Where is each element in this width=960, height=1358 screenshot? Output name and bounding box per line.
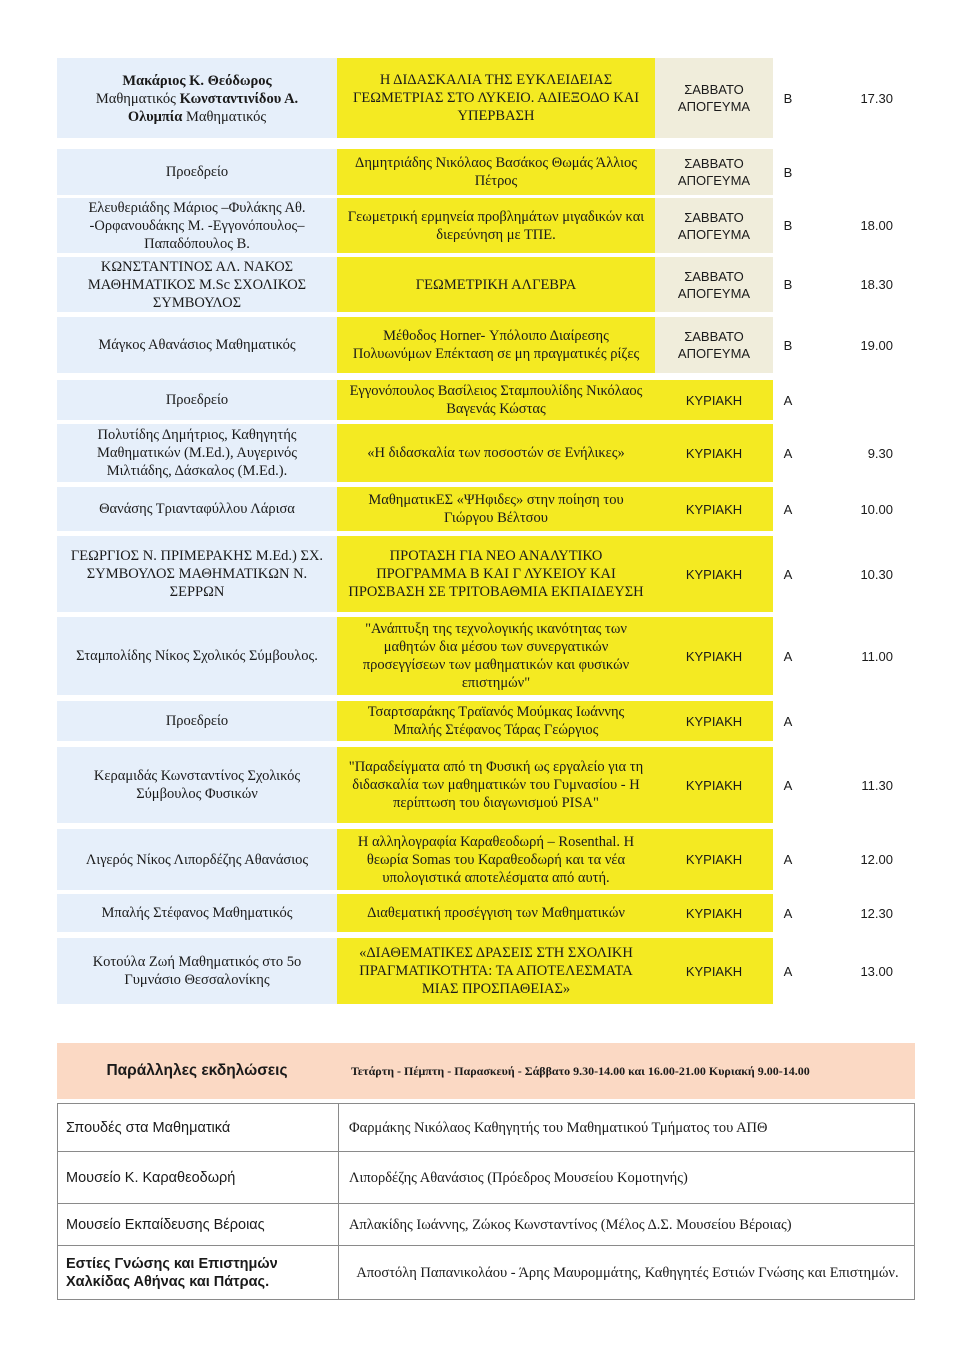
talk-title: ΓΕΩΜΕΤΡΙΚΗ ΑΛΓΕΒΡΑ [337,257,655,312]
schedule-row [57,747,915,823]
time-cell: 13.00 [860,963,893,979]
event-people: Λιπορδέζης Αθανάσιος (Πρόεδρος Μουσείου Κομοτηνής) [339,1152,915,1204]
day-cell [655,257,773,312]
schedule-row [57,198,915,253]
talk-title: Η ΔΙΔΑΣΚΑΛΙΑ ΤΗΣ ΕΥΚΛΕΙΔΕΙΑΣ ΓΕΩΜΕΤΡΙΑΣ ΣΤΟ ΛΥΚΕΙΟ. ΑΔΙΕΞΟΔΟ ΚΑΙ ΥΠΕΡΒΑΣΗ [337,58,655,138]
time-cell: 10.30 [860,566,893,582]
schedule-row [57,701,915,741]
event-people: Αποστόλη Παπανικολάου - Άρης Μαυρομμάτης, Καθηγητές Εστιών Γνώσης και Επιστημών. [339,1246,915,1300]
room-cell: Α [783,777,793,793]
day-cell [655,938,773,1004]
day-cell [655,380,773,420]
chair-label: Προεδρείο [57,149,337,195]
time-cell: 11.00 [861,648,893,664]
time-cell: 17.30 [860,90,893,106]
day-cell [655,617,773,695]
talk-title: «Η διδασκαλία των ποσοστών σε Ενήλικες» [337,424,655,482]
time-cell: 9.30 [867,445,893,461]
day-label: ΚΥΡΙΑΚΗ [685,963,743,979]
room-cell: Α [783,905,793,921]
day-cell [655,58,773,138]
day-cell [655,317,773,373]
event-name: Μουσείο Εκπαίδευσης Βέροιας [58,1204,339,1246]
schedule-row [57,424,915,482]
table-row [58,1152,915,1204]
time-cell: 18.30 [860,277,893,292]
chair-label: Προεδρείο [57,380,337,420]
day-cell [655,424,773,482]
table-row [58,1246,915,1300]
room-cell: Α [783,392,793,408]
day-label: ΚΥΡΙΑΚΗ [685,852,743,867]
event-name: Μουσείο Κ. Καραθεοδωρή [58,1152,339,1204]
speaker-cell: Πολυτίδης Δημήτριος, Καθηγητής Μαθηματικών (M.Ed.), Αυγερινός Μιλτιάδης, Δάσκαλος (M.Ed.). [57,424,337,482]
time-cell: 10.00 [860,501,893,517]
parallel-events-title: Παράλληλες εκδηλώσεις [106,1062,288,1079]
day-cell [655,487,773,531]
speaker-line: Ολυμπία Μαθηματικός [127,109,267,125]
talk-title: Γεωμετρική ερμηνεία προβλημάτων μιγαδικών και διερεύνηση με ΤΠΕ. [337,198,655,253]
table-row [58,1104,915,1152]
talk-title: "Ανάπτυξη της τεχνολογικής ικανότητας των μαθητών δια μέσου των συνεργατικών προσεγγίσεων των μαθηματικών και φυσικών επιστημών" [337,617,655,695]
day-label: ΣΑΒΒΑΤΟ ΑΠΟΓΕΥΜΑ [677,156,751,188]
speaker-cell: Λιγερός Νίκος Λιπορδέζης Αθανάσιος [57,829,337,890]
schedule-row [57,380,915,420]
schedule-row [57,536,915,612]
speaker-line: Μαθηματικός Κωνσταντινίδου Α. [95,91,299,107]
schedule-row [57,894,915,932]
talk-title: Εγγονόπουλος Βασίλειος Σταμπουλίδης Νικόλαος Βαγενάς Κώστας [337,380,655,420]
day-label: ΚΥΡΙΑΚΗ [685,648,743,664]
day-cell [655,829,773,890]
talk-title: Μέθοδος Horner- Υπόλοιπο Διαίρεσης Πολυωνύμων Επέκταση σε μη πραγματικές ρίζες [337,317,655,373]
day-cell [655,536,773,612]
parallel-events-table [57,1103,915,1300]
day-label: ΣΑΒΒΑΤΟ ΑΠΟΓΕΥΜΑ [677,268,751,301]
day-label: ΚΥΡΙΑΚΗ [685,392,743,408]
speaker-cell: ΚΩΝΣΤΑΝΤΙΝΟΣ ΑΛ. ΝΑΚΟΣ ΜΑΘΗΜΑΤΙΚΟΣ Μ.Sc ΣΧΟΛΙΚΟΣ ΣΥΜΒΟΥΛΟΣ [57,257,337,312]
room-cell: Α [783,501,793,517]
room-cell: Α [783,713,793,729]
schedule-row [57,317,915,373]
day-label: ΣΑΒΒΑΤΟ ΑΠΟΓΕΥΜΑ [677,82,751,114]
time-cell: 11.30 [861,777,893,793]
talk-title: "Παραδείγματα από τη Φυσική ως εργαλείο για τη διδασκαλία των μαθηματικών του Γυμνασίου - Η περίπτωση του διαγωνισμού PISA" [337,747,655,823]
room-cell: Α [783,445,793,461]
event-name: Εστίες Γνώσης και Επιστημών Χαλκίδας Αθήνας και Πάτρας. [58,1246,339,1300]
time-cell: 12.00 [860,852,893,867]
room-cell: Β [783,277,793,292]
day-label: ΣΑΒΒΑΤΟ ΑΠΟΓΕΥΜΑ [677,329,751,361]
time-cell [803,149,915,195]
day-cell [655,198,773,253]
time-cell: 18.00 [860,218,893,233]
event-people: Απλακίδης Ιωάννης, Ζώκος Κωνσταντίνος (Μέλος Δ.Σ. Μουσείου Βέροιας) [339,1204,915,1246]
day-cell [655,149,773,195]
speaker-cell [57,58,337,138]
speaker-cell: ΓΕΩΡΓΙΟΣ Ν. ΠΡΙΜΕΡΑΚΗΣ M.Ed.) ΣΧ. ΣΥΜΒΟΥΛΟΣ ΜΑΘΗΜΑΤΙΚΩΝ Ν. ΣΕΡΡΩΝ [57,536,337,612]
day-label: ΚΥΡΙΑΚΗ [685,445,743,461]
talk-title: ΠΡΟΤΑΣΗ ΓΙΑ ΝΕΟ ΑΝΑΛΥΤΙΚΟ ΠΡΟΓΡΑΜΜΑ Β ΚΑΙ Γ ΛΥΚΕΙΟΥ ΚΑΙ ΠΡΟΣΒΑΣΗ ΣΕ ΤΡΙΤΟΒΑΘΜΙΑ ΕΚΠΑΙΔΕΥΣΗ [337,536,655,612]
speaker-cell: Θανάσης Τριανταφύλλου Λάρισα [57,487,337,531]
speaker-cell: Σταμπολίδης Νίκος Σχολικός Σύμβουλος. [57,617,337,695]
room-cell: Β [783,337,793,353]
parallel-events-schedule: Τετάρτη - Πέμπτη - Παρασκευή - Σάββατο 9.30-14.00 και 16.00-21.00 Κυριακή 9.00-14.00 [351,1063,810,1078]
room-cell: Β [783,164,793,180]
event-name: Σπουδές στα Μαθηματικά [58,1104,339,1152]
schedule-row [57,829,915,890]
room-cell: Α [783,852,793,867]
schedule-row [57,617,915,695]
event-people: Φαρμάκης Νικόλαος Καθηγητής του Μαθηματικού Τμήματος του ΑΠΘ [339,1104,915,1152]
time-cell [803,380,915,420]
talk-title: Τσαρτσαράκης Τραϊανός Μούμκας Ιωάννης Μπαλής Στέφανος Τάρας Γεώργιος [337,701,655,741]
speaker-cell: Μάγκος Αθανάσιος Μαθηματικός [57,317,337,373]
speaker-cell: Κοτούλα Ζωή Μαθηματικός στο 5ο Γυμνάσιο Θεσσαλονίκης [57,938,337,1004]
parallel-events-banner [57,1043,915,1099]
speaker-cell: Ελευθεριάδης Μάριος –Φυλάκης Αθ. -Ορφανουδάκης Μ. -Εγγονόπουλος– Παπαδόπουλος Β. [57,198,337,253]
table-row [58,1204,915,1246]
room-cell: Α [783,963,793,979]
talk-title: «ΔΙΑΘΕΜΑΤΙΚΕΣ ΔΡΑΣΕΙΣ ΣΤΗ ΣΧΟΛΙΚΗ ΠΡΑΓΜΑΤΙΚΟΤΗΤΑ: ΤΑ ΑΠΟΤΕΛΕΣΜΑΤΑ ΜΙΑΣ ΠΡΟΣΠΑΘΕΙΑΣ» [337,938,655,1004]
day-label: ΚΥΡΙΑΚΗ [685,566,743,582]
talk-title: Δημητριάδης Νικόλαος Βασάκος Θωμάς Άλλιος Πέτρος [337,149,655,195]
time-cell: 19.00 [860,337,893,353]
day-label: ΚΥΡΙΑΚΗ [685,905,743,921]
day-label: ΚΥΡΙΑΚΗ [685,777,743,793]
day-cell [655,747,773,823]
talk-title: Η αλληλογραφία Καραθεοδωρή – Rosenthal. Η θεωρία Somas του Καραθεοδωρή και τα νέα υπολογιστικά αποτελέσματα από αυτή. [337,829,655,890]
schedule-row [57,58,915,138]
schedule-row [57,257,915,312]
chair-label: Προεδρείο [57,701,337,741]
day-label: ΣΑΒΒΑΤΟ ΑΠΟΓΕΥΜΑ [677,209,751,242]
schedule-row [57,149,915,195]
speaker-cell: Κεραμιδάς Κωνσταντίνος Σχολικός Σύμβουλος Φυσικών [57,747,337,823]
day-cell [655,701,773,741]
talk-title: Διαθεματική προσέγγιση των Μαθηματικών [337,894,655,932]
speaker-line: Μακάριος Κ. Θεόδωρος [122,73,272,89]
day-label: ΚΥΡΙΑΚΗ [685,501,743,517]
speaker-cell: Μπαλής Στέφανος Μαθηματικός [57,894,337,932]
schedule-row [57,487,915,531]
room-cell: Β [783,90,793,106]
room-cell: Β [783,218,793,233]
day-cell [655,894,773,932]
talk-title: ΜαθηματικΕΣ «ΨΗφιδες» στην ποίηση του Γιώργου Βέλτσου [337,487,655,531]
room-cell: Α [783,566,793,582]
room-cell: Α [783,648,793,664]
time-cell: 12.30 [860,905,893,921]
schedule-row [57,938,915,1004]
time-cell [803,701,915,741]
day-label: ΚΥΡΙΑΚΗ [685,713,743,729]
